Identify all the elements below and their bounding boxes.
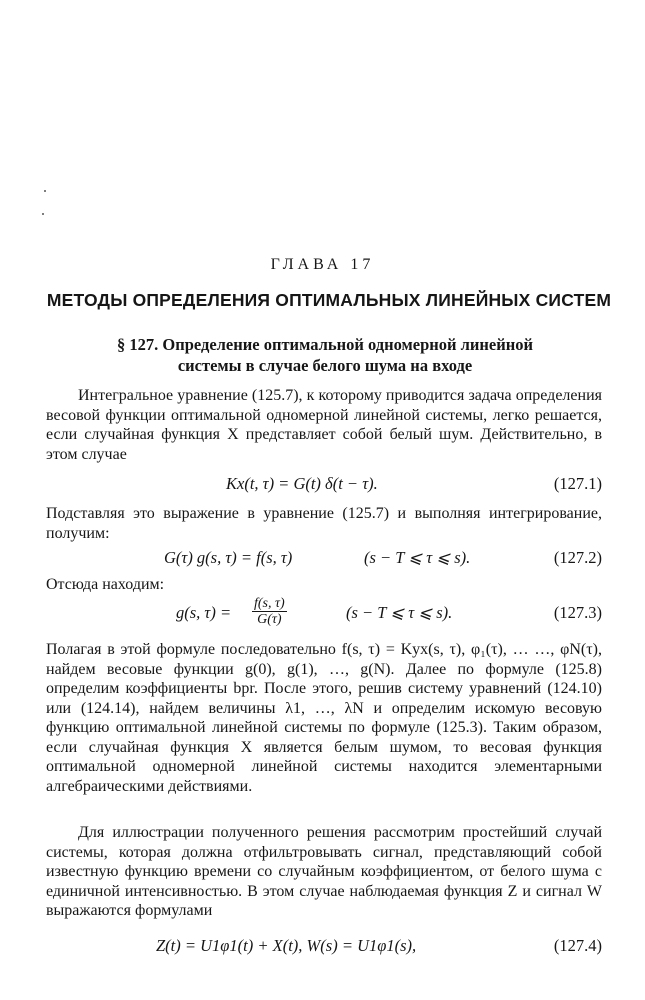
formula-expression: Kx(t, τ) = G(t) δ(t − τ). bbox=[226, 474, 378, 493]
section-heading-line1: § 127. Определение оптимальной одномерной линейной bbox=[116, 335, 534, 354]
paragraph-substitution: Подставляя это выражение в уравнение (125.7) и выполняя интегрирование, получим: bbox=[46, 505, 602, 542]
paragraph-intro: Интегральное уравнение (125.7), к которому приводится задача определения весовой функции оптимальной одномерной линейной системы, легко решается, если случайная функция X представляет собой белый шум. Действительно, в этом случае bbox=[46, 387, 602, 463]
formula-fraction bbox=[252, 596, 287, 627]
scan-speck bbox=[42, 213, 44, 215]
formula-number: (127.1) bbox=[553, 474, 602, 493]
section-heading-line2: системы в случае белого шума на входе bbox=[177, 356, 473, 375]
formula-number: (127.3) bbox=[553, 603, 602, 622]
formula-127-3 bbox=[46, 596, 602, 636]
fraction-numerator: f(s, τ) bbox=[254, 596, 285, 611]
formula-expression: G(τ) g(s, τ) = f(s, τ) bbox=[164, 548, 293, 567]
paragraph-hence: Отсюда находим: bbox=[46, 576, 165, 593]
formula-condition: (s − T ⩽ τ ⩽ s). bbox=[364, 548, 471, 567]
formula-number: (127.4) bbox=[553, 936, 602, 955]
formula-127-1 bbox=[46, 474, 602, 496]
scan-speck bbox=[44, 190, 46, 192]
formula-number: (127.2) bbox=[553, 548, 602, 567]
paragraph-procedure: Полагая в этой формуле последовательно f(s, τ) = Kyx(s, τ), φ₁(τ), … …, φN(τ), найдем весовые функции g(0), g(1), …, g(N). Далее по формуле (125.8) определим коэффициенты bpr. После этого, решив систему уравнений (124.10) или (124.14), найдем величины λ1, …, λN и определим искомую весовую функцию оптимальной линейной системы по формуле (125.3). Таким образом, если случайная функция X является белым шумом, то весовая функция оптимальной одномерной линейной системы находится элементарными алгебраическими действиями. bbox=[46, 641, 602, 795]
fraction-denominator: G(τ) bbox=[257, 612, 282, 627]
formula-127-4 bbox=[46, 936, 602, 958]
formula-lhs: g(s, τ) = bbox=[176, 603, 232, 622]
formula-condition: (s − T ⩽ τ ⩽ s). bbox=[346, 603, 453, 622]
section-heading bbox=[60, 334, 590, 376]
chapter-label: ГЛАВА 17 bbox=[270, 256, 375, 273]
formula-127-2 bbox=[46, 548, 602, 570]
formula-expression: Z(t) = U1φ1(t) + X(t), W(s) = U1φ1(s), bbox=[156, 936, 417, 955]
paragraph-illustration: Для иллюстрации полученного решения рассмотрим простейший случай системы, которая должна отфильтровывать сигнал, представляющий собой известную функцию времени со случайным коэффициентом, от белого шума с единичной интенсивностью. В этом случае наблюдаемая функция Z и сигнал W выражаются формулами bbox=[46, 824, 602, 919]
chapter-title: МЕТОДЫ ОПРЕДЕЛЕНИЯ ОПТИМАЛЬНЫХ ЛИНЕЙНЫХ СИСТЕМ bbox=[46, 290, 612, 310]
